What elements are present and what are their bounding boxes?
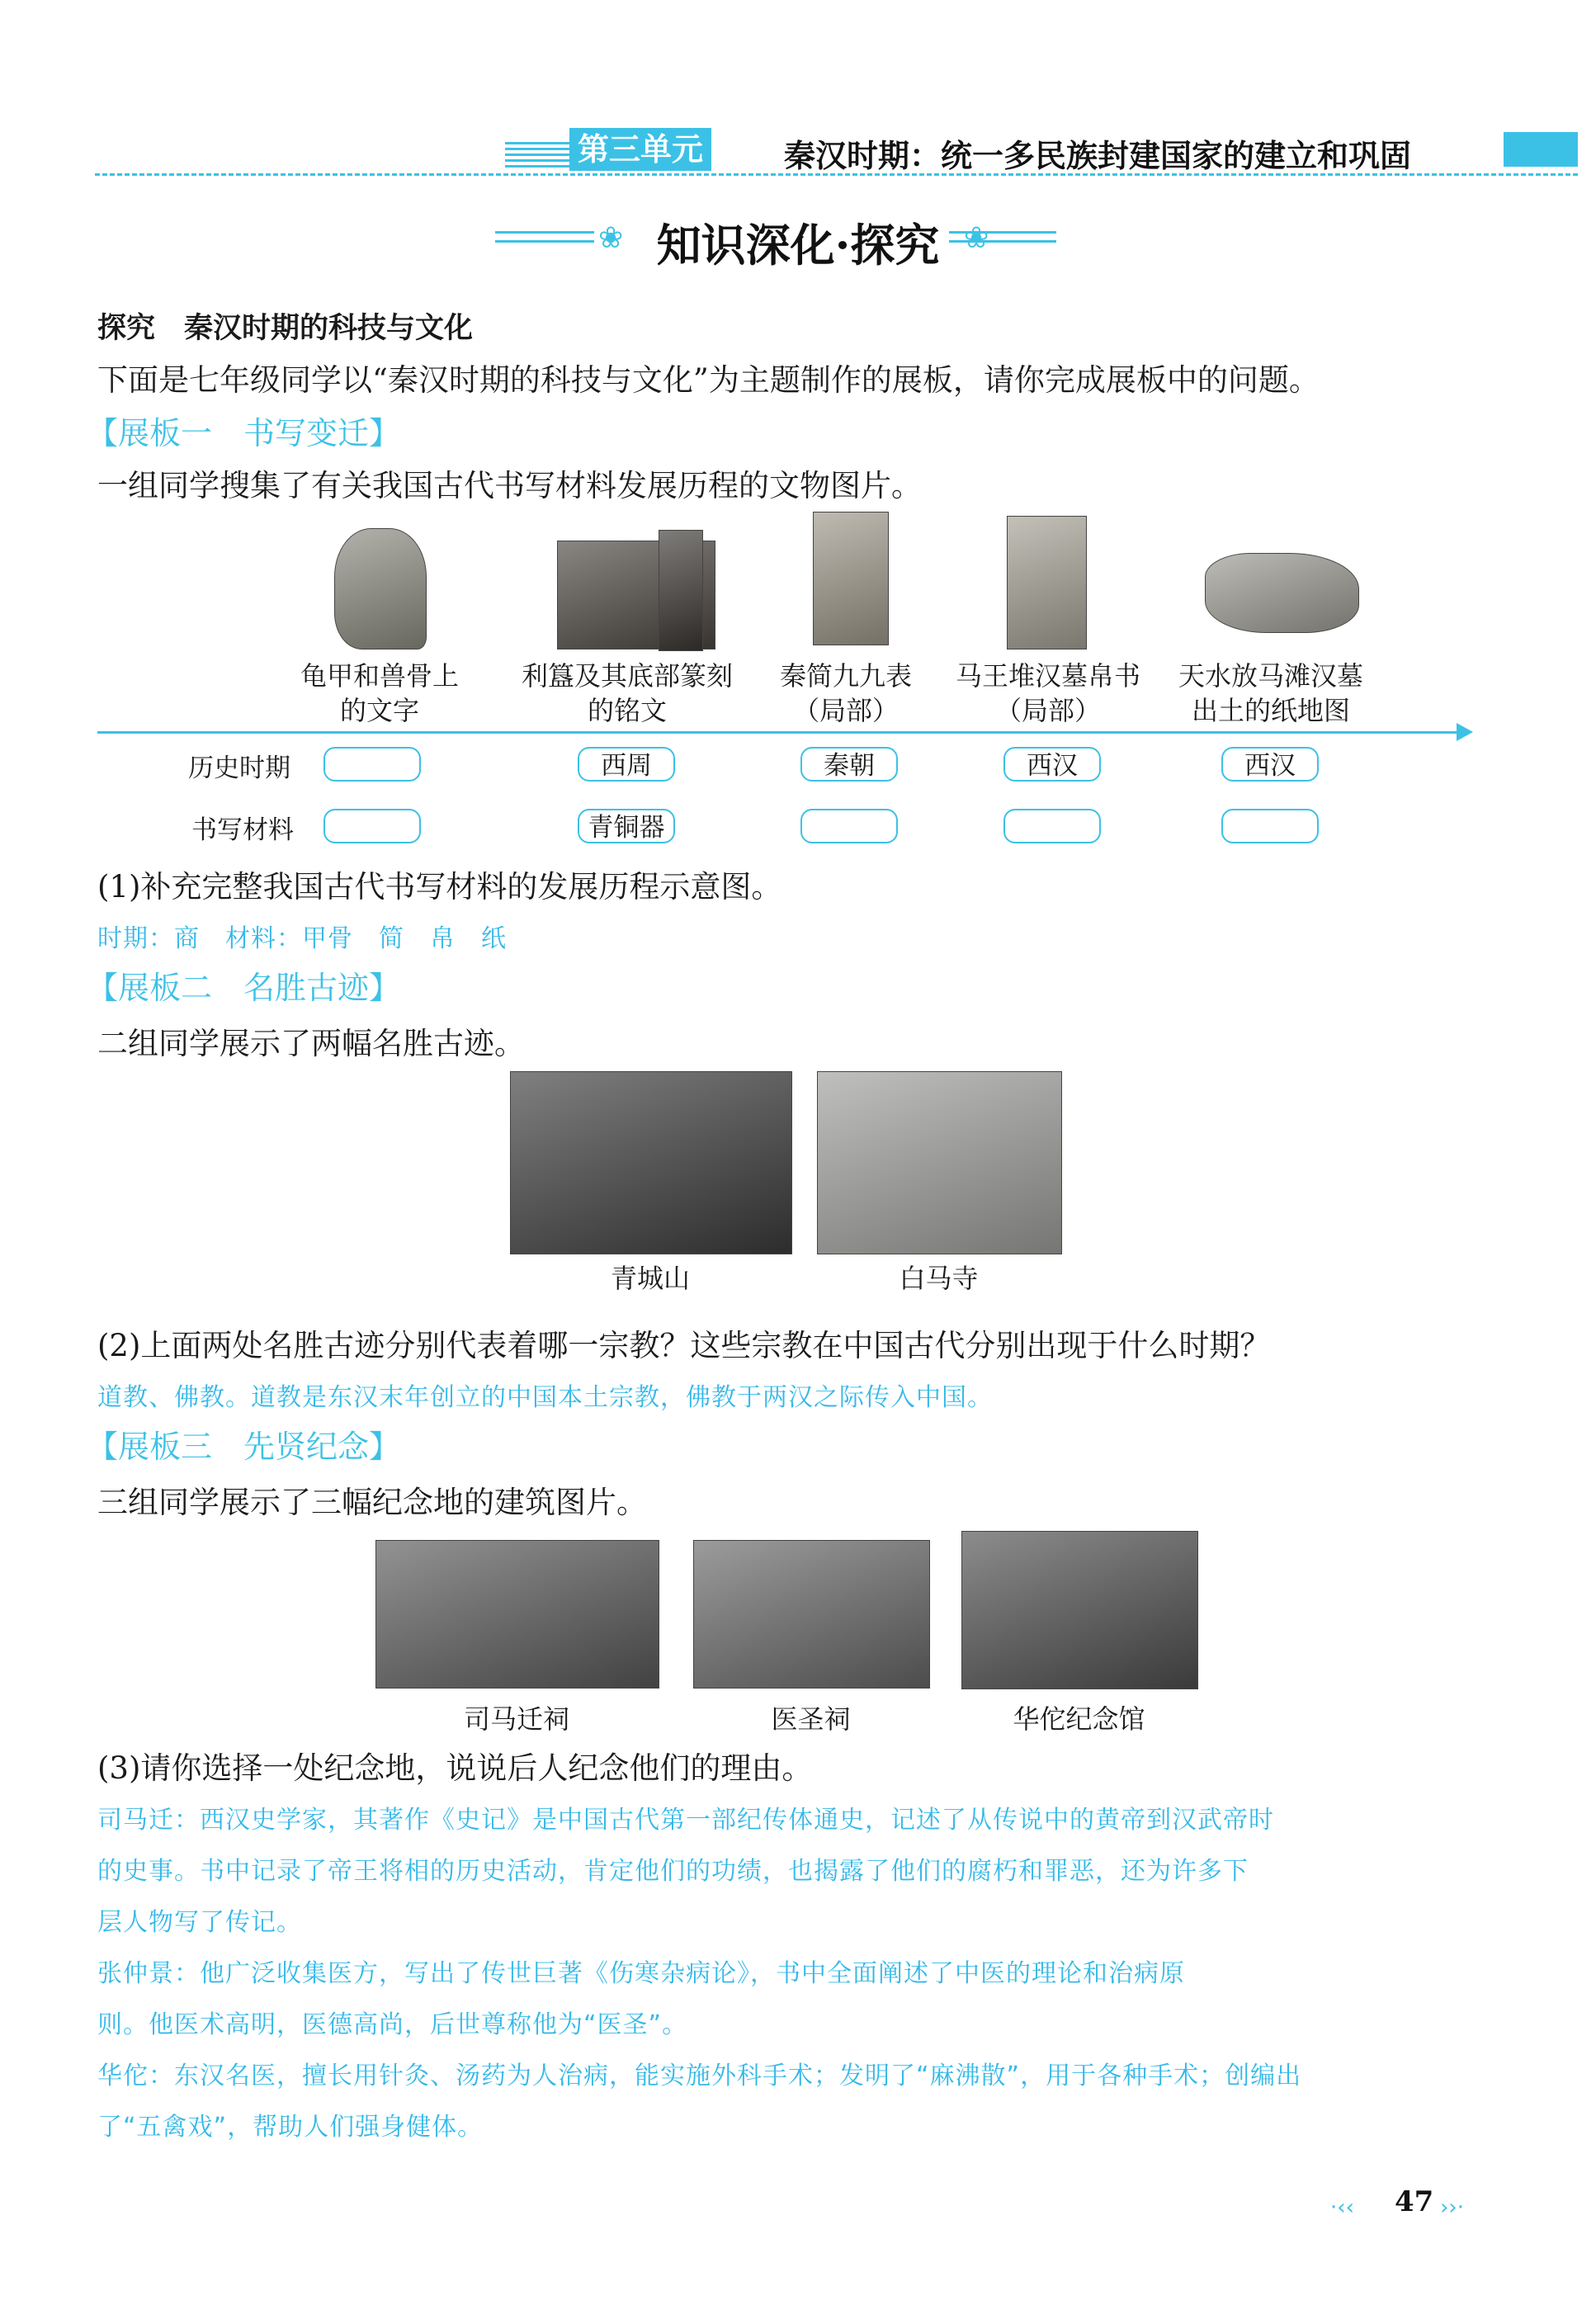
- artifact-caption: [751, 659, 941, 728]
- unit-title: 秦汉时期：统一多民族封建国家的建立和巩固: [784, 138, 1412, 174]
- photo-caption: 司马迁祠: [463, 1703, 569, 1735]
- material-blank-zhi[interactable]: [1221, 809, 1319, 843]
- caption-line: 出土的纸地图: [1191, 695, 1350, 726]
- row-label-material: 书写材料: [191, 815, 294, 845]
- section-title: 知识深化·探究: [656, 219, 940, 272]
- period-box-xihan: 西汉: [1221, 747, 1319, 782]
- paper-map-photo: [1205, 553, 1359, 633]
- panel3-desc: 三组同学展示了三幅纪念地的建筑图片。: [97, 1485, 647, 1520]
- header-divider: [95, 173, 1578, 176]
- header-decoration-lines: [505, 142, 571, 168]
- material-blank-bo[interactable]: [1003, 809, 1101, 843]
- inscription-rubbing-photo: [659, 530, 703, 651]
- photo-caption: 白马寺: [899, 1263, 979, 1294]
- caption-line: （局部）: [792, 695, 899, 726]
- qin-bamboo-slips-photo: [813, 512, 889, 645]
- panel1-title: 【展板一 书写变迁】: [87, 415, 401, 451]
- panel1-desc: 一组同学搜集了有关我国古代书写材料发展历程的文物图片。: [97, 468, 922, 503]
- caption-line: 龟甲和兽骨上: [300, 660, 459, 692]
- unit-label: 第三单元: [569, 128, 711, 171]
- panel2-desc: 二组同学展示了两幅名胜古迹。: [97, 1026, 525, 1061]
- answer-3-line: 层人物写了传记。: [97, 1908, 302, 1937]
- flower-icon: ❀: [598, 221, 624, 255]
- inquiry-intro: 下面是七年级同学以“秦汉时期的科技与文化”为主题制作的展板，请你完成展板中的问题。: [97, 362, 1320, 398]
- material-blank-jian[interactable]: [800, 809, 898, 843]
- mawangdui-silk-photo: [1007, 516, 1087, 649]
- photo-caption: 青城山: [610, 1263, 690, 1294]
- caption-line: 秦简九九表: [779, 660, 912, 692]
- page-number: 47: [1395, 2185, 1434, 2218]
- artifact-caption: [937, 659, 1159, 728]
- period-box-xizhou: 西周: [578, 747, 675, 782]
- question-1: (1)补充完整我国古代书写材料的发展历程示意图。: [97, 869, 782, 905]
- answer-3-line: 了“五禽戏”，帮助人们强身健体。: [97, 2113, 484, 2142]
- timeline-axis: [97, 731, 1459, 734]
- photo-caption: 医圣祠: [771, 1703, 851, 1735]
- artifact-caption: [1155, 659, 1386, 728]
- photo-caption: 华佗纪念馆: [1013, 1703, 1145, 1735]
- answer-3-line: 司马迁：西汉史学家，其著作《史记》是中国古代第一部纪传体通史，记述了从传说中的黄帝到汉武帝时: [97, 1806, 1274, 1835]
- page-ornament-left-icon: ·‹‹: [1330, 2195, 1355, 2220]
- answer-1: 时期：商 材料：甲骨 简 帛 纸: [97, 924, 507, 953]
- header-color-band: [1504, 132, 1578, 167]
- answer-3-line: 张仲景：他广泛收集医方，写出了传世巨著《伤寒杂病论》，书中全面阐述了中医的理论和治病原: [97, 1959, 1185, 1988]
- caption-line: 的文字: [339, 695, 419, 726]
- period-box-qin: 秦朝: [800, 747, 898, 782]
- qingcheng-mountain-photo: [510, 1071, 792, 1254]
- inquiry-heading: 探究 秦汉时期的科技与文化: [97, 312, 474, 345]
- baima-temple-photo: [817, 1071, 1062, 1254]
- caption-line: 天水放马滩汉墓: [1178, 660, 1363, 692]
- row-label-period: 历史时期: [188, 753, 290, 783]
- artifact-caption: [276, 659, 483, 728]
- period-blank-shang[interactable]: [323, 747, 421, 782]
- material-blank-jiagu[interactable]: [323, 809, 421, 843]
- caption-line: 的铭文: [587, 695, 667, 726]
- timeline-arrow-icon: [1457, 723, 1473, 741]
- answer-3-line: 华佗：东汉名医，擅长用针灸、汤药为人治病，能实施外科手术；发明了“麻沸散”，用于各种手术；创编出: [97, 2062, 1302, 2090]
- sima-qian-temple-photo: [375, 1540, 659, 1689]
- question-3: (3)请你选择一处纪念地，说说后人纪念他们的理由。: [97, 1750, 813, 1786]
- caption-line: 马王堆汉墓帛书: [955, 660, 1140, 692]
- question-2: (2)上面两处名胜古迹分别代表着哪一宗教？这些宗教在中国古代分别出现于什么时期？: [97, 1328, 1271, 1363]
- panel2-title: 【展板二 名胜古迹】: [87, 970, 401, 1006]
- panel3-title: 【展板三 先贤纪念】: [87, 1429, 401, 1465]
- material-box-bronze: 青铜器: [578, 809, 675, 843]
- caption-line: （局部）: [994, 695, 1101, 726]
- artifact-caption: [503, 659, 751, 728]
- title-ornament-right: [949, 231, 1056, 243]
- answer-3-line: 则。他医术高明，医德高尚，后世尊称他为“医圣”。: [97, 2010, 688, 2039]
- answer-2: 道教、佛教。道教是东汉末年创立的中国本土宗教，佛教于两汉之际传入中国。: [97, 1383, 993, 1412]
- yisheng-temple-photo: [693, 1540, 930, 1689]
- oracle-bone-photo: [334, 528, 427, 649]
- page-ornament-right-icon: ››·: [1440, 2195, 1465, 2220]
- caption-line: 利簋及其底部篆刻: [521, 660, 733, 692]
- answer-3-line: 的史事。书中记录了帝王将相的历史活动，肯定他们的功绩，也揭露了他们的腐朽和罪恶，还为许多下: [97, 1857, 1249, 1886]
- flower-icon: ❀: [964, 221, 989, 255]
- period-box-xihan: 西汉: [1003, 747, 1101, 782]
- huatuo-memorial-photo: [961, 1531, 1198, 1689]
